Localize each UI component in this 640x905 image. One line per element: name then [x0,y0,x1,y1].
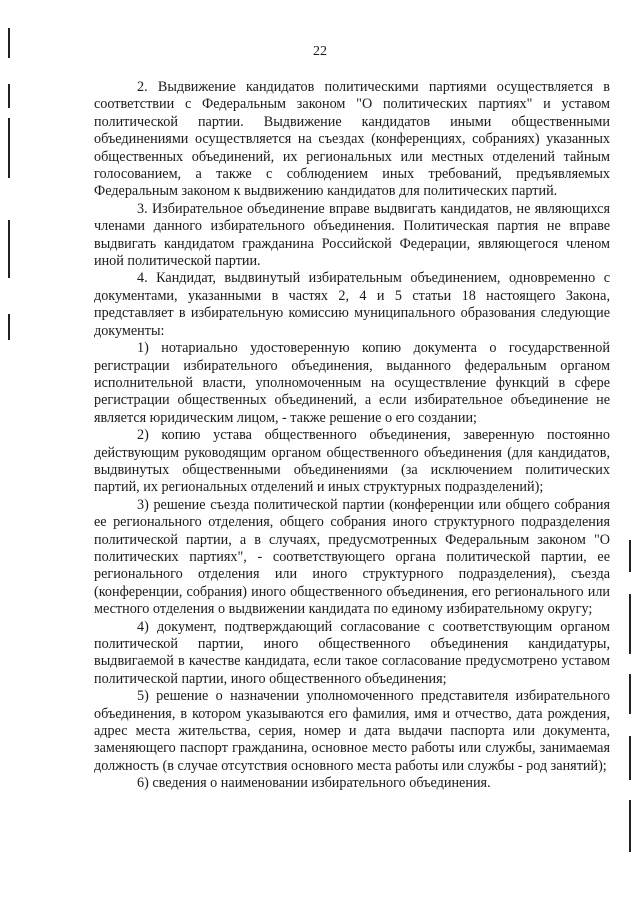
page-number: 22 [313,44,327,59]
scan-edge-mark-left-5 [8,314,10,340]
scan-edge-mark-left-3 [8,118,10,178]
list-item-3-congress-decision: 3) решение съезда политической партии (конференции или общего собрания ее регионального отделения, общего собрания иного структурного подразделения политической партии, а в случаях, предусмотренных Федеральным законом "О политических партиях", - соответствующего органа политической партии, ее регионального отделения или иного структурного подразделения), съезда (конференции, собрания) иного общественного объединения, его регионального или местного отделения о выдвижении кандидата по единому избирательному округу; [94,496,610,618]
scan-edge-mark-left-4 [8,220,10,278]
paragraph-4-required-documents: 4. Кандидат, выдвинутый избирательным объединением, одновременно с документами, указанными в частях 2, 4 и 5 статьи 18 настоящего Закона, представляет в избирательную комиссию муниципального образования следующие документы: [94,270,610,339]
scan-edge-mark-left-2 [8,84,10,108]
paragraph-3-non-member-candidates: 3. Избирательное объединение вправе выдвигать кандидатов, не являющихся членами данного избирательного объединения. Политическая партия не вправе выдвигать кандидатом гражданина Российской Федерации, являющегося членом иной политической партии. [94,200,610,270]
paragraph-2-nomination-by-parties: 2. Выдвижение кандидатов политическими партиями осуществляется в соответствии с Федеральным законом "О политических партиях" и уставом политической партии. Выдвижение кандидатов иными общественными объединениями осуществляется на съездах (конференциях, собраниях) указанных общественных объединений, их региональных или местных отделений тайным голосованием, а также с соблюдением иных требований, предъявляемых Федеральным законом к выдвижению кандидатов для политических партий. [94,79,610,200]
list-item-1-registration-copy: 1) нотариально удостоверенную копию документа о государственной регистрации избирательного объединения, выданного федеральным органом исполнительной власти, уполномоченным на осуществление функций в сфере регистрации общественных объединений, а если избирательное объединение не является юридическим лицом, - также решение о его создании; [94,340,610,426]
list-item-4-approval-document: 4) документ, подтверждающий согласование с соответствующим органом политической партии, иного общественного объединения кандидатуры, выдвигаемой в качестве кандидата, если такое согласование предусмотрено уставом политической партии, иного общественного объединения; [94,618,610,687]
scan-edge-mark-right-1 [629,540,631,572]
list-item-6-association-name: 6) сведения о наименовании избирательного объединения. [137,775,491,792]
document-body [94,79,610,793]
scan-edge-mark-right-3 [629,674,631,714]
list-item-2-charter-copy: 2) копию устава общественного объединения, заверенную постоянно действующим руководящим органом общественного объединения (для кандидатов, выдвинутых общественными объединениями (за исключением политических партий, их региональных отделений и иных структурных подразделений); [94,427,610,496]
scan-edge-mark-right-2 [629,594,631,654]
list-item-5-representative-decision: 5) решение о назначении уполномоченного представителя избирательного объединения, в котором указываются его фамилия, имя и отчество, дата рождения, адрес места жительства, серия, номер и дата выдачи паспорта или документа, заменяющего паспорт гражданина, основное место работы или службы, занимаемая должность (в случае отсутствия основного места работы или службы - род занятий); [94,688,610,774]
scan-edge-mark-right-4 [629,736,631,780]
scan-edge-mark-right-5 [629,800,631,852]
